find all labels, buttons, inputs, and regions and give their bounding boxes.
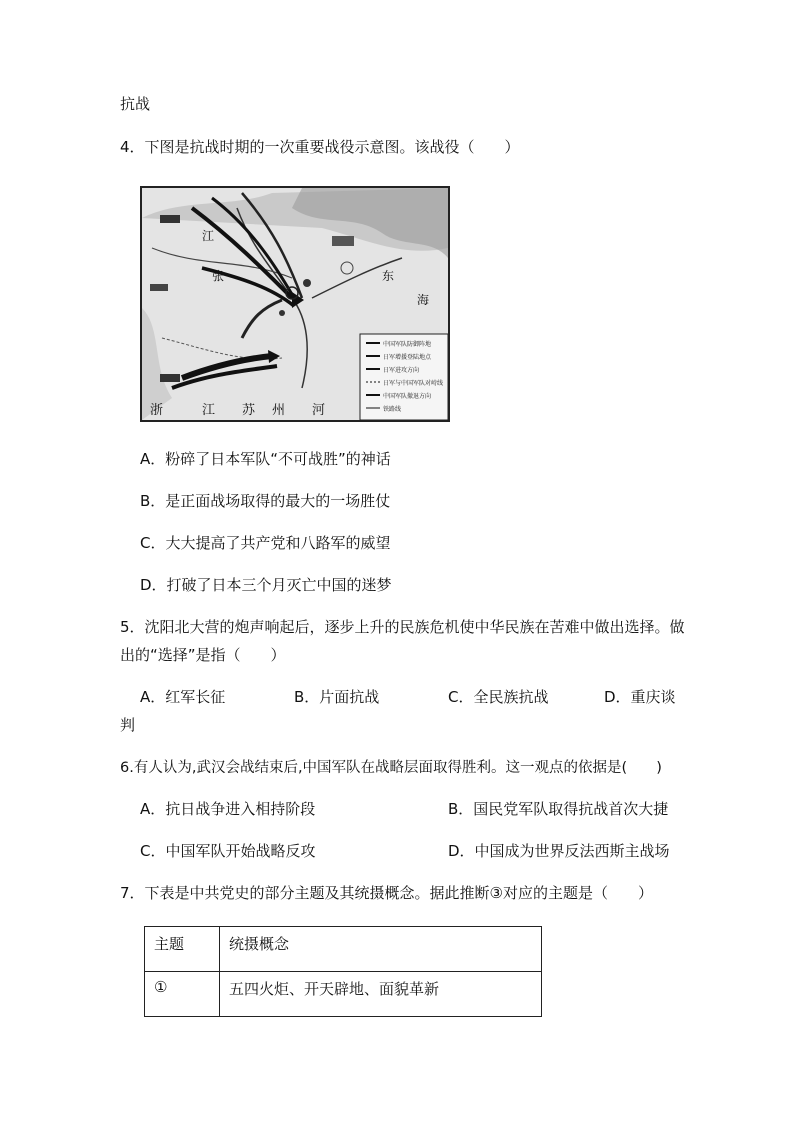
q4-option-c[interactable]: C．大大提高了共产党和八路军的威望 (140, 534, 391, 552)
map-label-dong: 东 (382, 269, 395, 283)
q5-stem-line1: 5．沈阳北大营的炮声响起后，逐步上升的民族危机使中华民族在苦难中做出选择。做 (120, 618, 685, 636)
table-header-row (145, 927, 542, 972)
map-label-zhe: 浙 (150, 403, 164, 418)
q6-option-b[interactable]: B．国民党军队取得抗战首次大捷 (448, 800, 669, 818)
top-text: 抗战 (120, 95, 151, 113)
q5-option-b[interactable]: B．片面抗战 (294, 688, 380, 706)
q6-option-a[interactable]: A．抗日战争进入相持阶段 (140, 800, 316, 818)
q6-option-c[interactable]: C．中国军队开始战略反攻 (140, 842, 316, 860)
cell-concept: 五四火炬、开天辟地、面貌革新 (220, 972, 542, 1017)
q4-stem: 4．下图是抗战时期的一次重要战役示意图。该战役（ ） (120, 138, 520, 156)
header-theme: 主题 (145, 927, 220, 972)
battle-map-figure (140, 186, 450, 422)
legend-item: 日军进攻方向 (383, 367, 420, 374)
q6-stem: 6.有人认为,武汉会战结束后,中国军队在战略层面取得胜利。这一观点的依据是( ) (120, 760, 662, 776)
q6-option-d[interactable]: D．中国成为世界反法西斯主战场 (448, 842, 670, 860)
map-label-zhang: 张 (212, 269, 225, 283)
header-concept: 统摄概念 (220, 927, 542, 972)
map-label-su: 苏 (242, 403, 256, 418)
map-label-zhou: 州 (272, 403, 286, 418)
legend-item: 日军与中国军队对峙线 (383, 380, 444, 387)
q5-option-a[interactable]: A．红军长征 (140, 688, 226, 706)
map-label-hai: 海 (417, 293, 430, 307)
map-label-he: 河 (312, 403, 326, 418)
q5-stem-line2: 出的“选择”是指（ ） (120, 646, 286, 664)
battle-map-image (142, 188, 448, 420)
q4-option-d[interactable]: D．打破了日本三个月灭亡中国的迷梦 (140, 576, 392, 594)
cell-theme: ① (145, 972, 220, 1017)
legend-item: 日军增援登陆地点 (383, 354, 432, 361)
q7-stem: 7．下表是中共党史的部分主题及其统摄概念。据此推断③对应的主题是（ ） (120, 884, 653, 902)
legend-item: 铁路线 (383, 406, 402, 413)
map-label-jiang-2: 江 (202, 403, 216, 418)
legend-item: 中国军队撤退方向 (383, 393, 432, 400)
q4-option-a[interactable]: A．粉碎了日本军队“不可战胜”的神话 (140, 450, 391, 468)
map-label-jiang: 江 (202, 229, 215, 243)
legend-item: 中国军队防御阵地 (383, 341, 432, 348)
party-history-table (144, 926, 542, 1017)
table-row (145, 972, 542, 1017)
q5-option-d-wrap: 判 (120, 716, 136, 734)
q4-option-b[interactable]: B．是正面战场取得的最大的一场胜仗 (140, 492, 391, 510)
q5-option-d[interactable]: D．重庆谈 (604, 688, 676, 706)
q5-option-c[interactable]: C．全民族抗战 (448, 688, 549, 706)
